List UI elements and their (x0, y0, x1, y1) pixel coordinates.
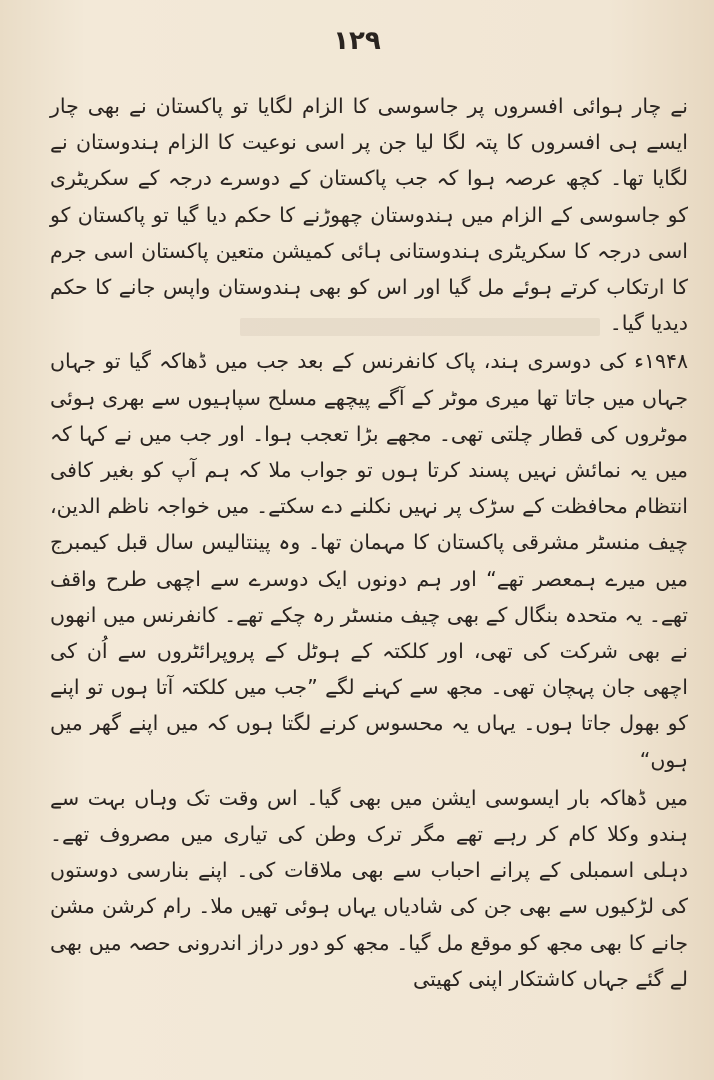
page-body (50, 88, 688, 997)
paragraph-1: نے چار ہوائی افسروں پر جاسوسی کا الزام لگایا تو پاکستان نے بھی چار ایسے ہی افسروں کا پتہ لگا لیا جن پر اسی نوعیت کا الزام ہندوستان نے لگایا تھا۔ کچھ عرصہ ہوا کہ جب پاکستان کے دوسرے درجہ کے سکریٹری کو جاسوسی کے الزام میں ہندوستان چھوڑنے کا حکم دیا گیا تو پاکستان کو اسی درجہ کا سکریٹری ہندوستانی ہائی کمیشن متعین پاکستان اسی جرم کا ارتکاب کرتے ہوئے مل گیا اور اس کو بھی ہندوستان واپس جانے کا حکم دیدیا گیا۔ (50, 94, 688, 336)
paragraph-2: ۱۹۴۸ء کی دوسری ہند، پاک کانفرنس کے بعد جب میں ڈھاکہ گیا تو جہاں جہاں میں جاتا تھا میری موٹر کے آگے پیچھے مسلح سپاہیوں سے بھری ہوئی موٹروں کی قطار چلتی تھی۔ مجھے بڑا تعجب ہوا۔ اور جب میں نے کہا کہ میں یہ نمائش نہیں پسند کرتا ہوں تو جواب ملا کہ ہم آپ کو بغیر کافی انتظام محافظت کے سڑک پر نہیں نکلنے دے سکتے۔ میں خواجہ ناظم الدین، چیف منسٹر مشرقی پاکستان کا مہمان تھا۔ وہ پینتالیس سال قبل کیمبرج میں میرے ہمعصر تھے“ اور ہم دونوں ایک دوسرے سے اچھی طرح واقف تھے۔ یہ متحدہ بنگال کے بھی چیف منسٹر رہ چکے تھے۔ کانفرنس میں انھوں نے بھی شرکت کی تھی، اور کلکتہ کے ہوٹل کے پروپرائٹروں سے اُن کی اچھی جان پہچان تھی۔ مجھ سے کہنے لگے ”جب میں کلکتہ آتا ہوں تو اپنے کو بھول جاتا ہوں۔ یہاں یہ محسوس کرنے لگتا ہوں کہ میں اپنے گھر میں ہوں“ (50, 349, 688, 772)
page-number: ۱۲۹ (333, 26, 381, 56)
paragraph-3: میں ڈھاکہ بار ایسوسی ایشن میں بھی گیا۔ اس وقت تک وہاں بہت سے ہندو وکلا کام کر رہے تھے مگر ترک وطن کی تیاری میں مصروف تھے۔ دہلی اسمبلی کے پرانے احباب سے بھی ملاقات کی۔ اپنے بنارسی دوستوں کی لڑکیوں سے بھی جن کی شادیاں یہاں ہوئی تھیں ملا۔ رام کرشن مشن جانے کا بھی مجھ کو موقع مل گیا۔ مجھ کو دور دراز اندرونی حصہ میں بھی لے گئے جہاں کاشتکار اپنی کھیتی (50, 785, 688, 991)
